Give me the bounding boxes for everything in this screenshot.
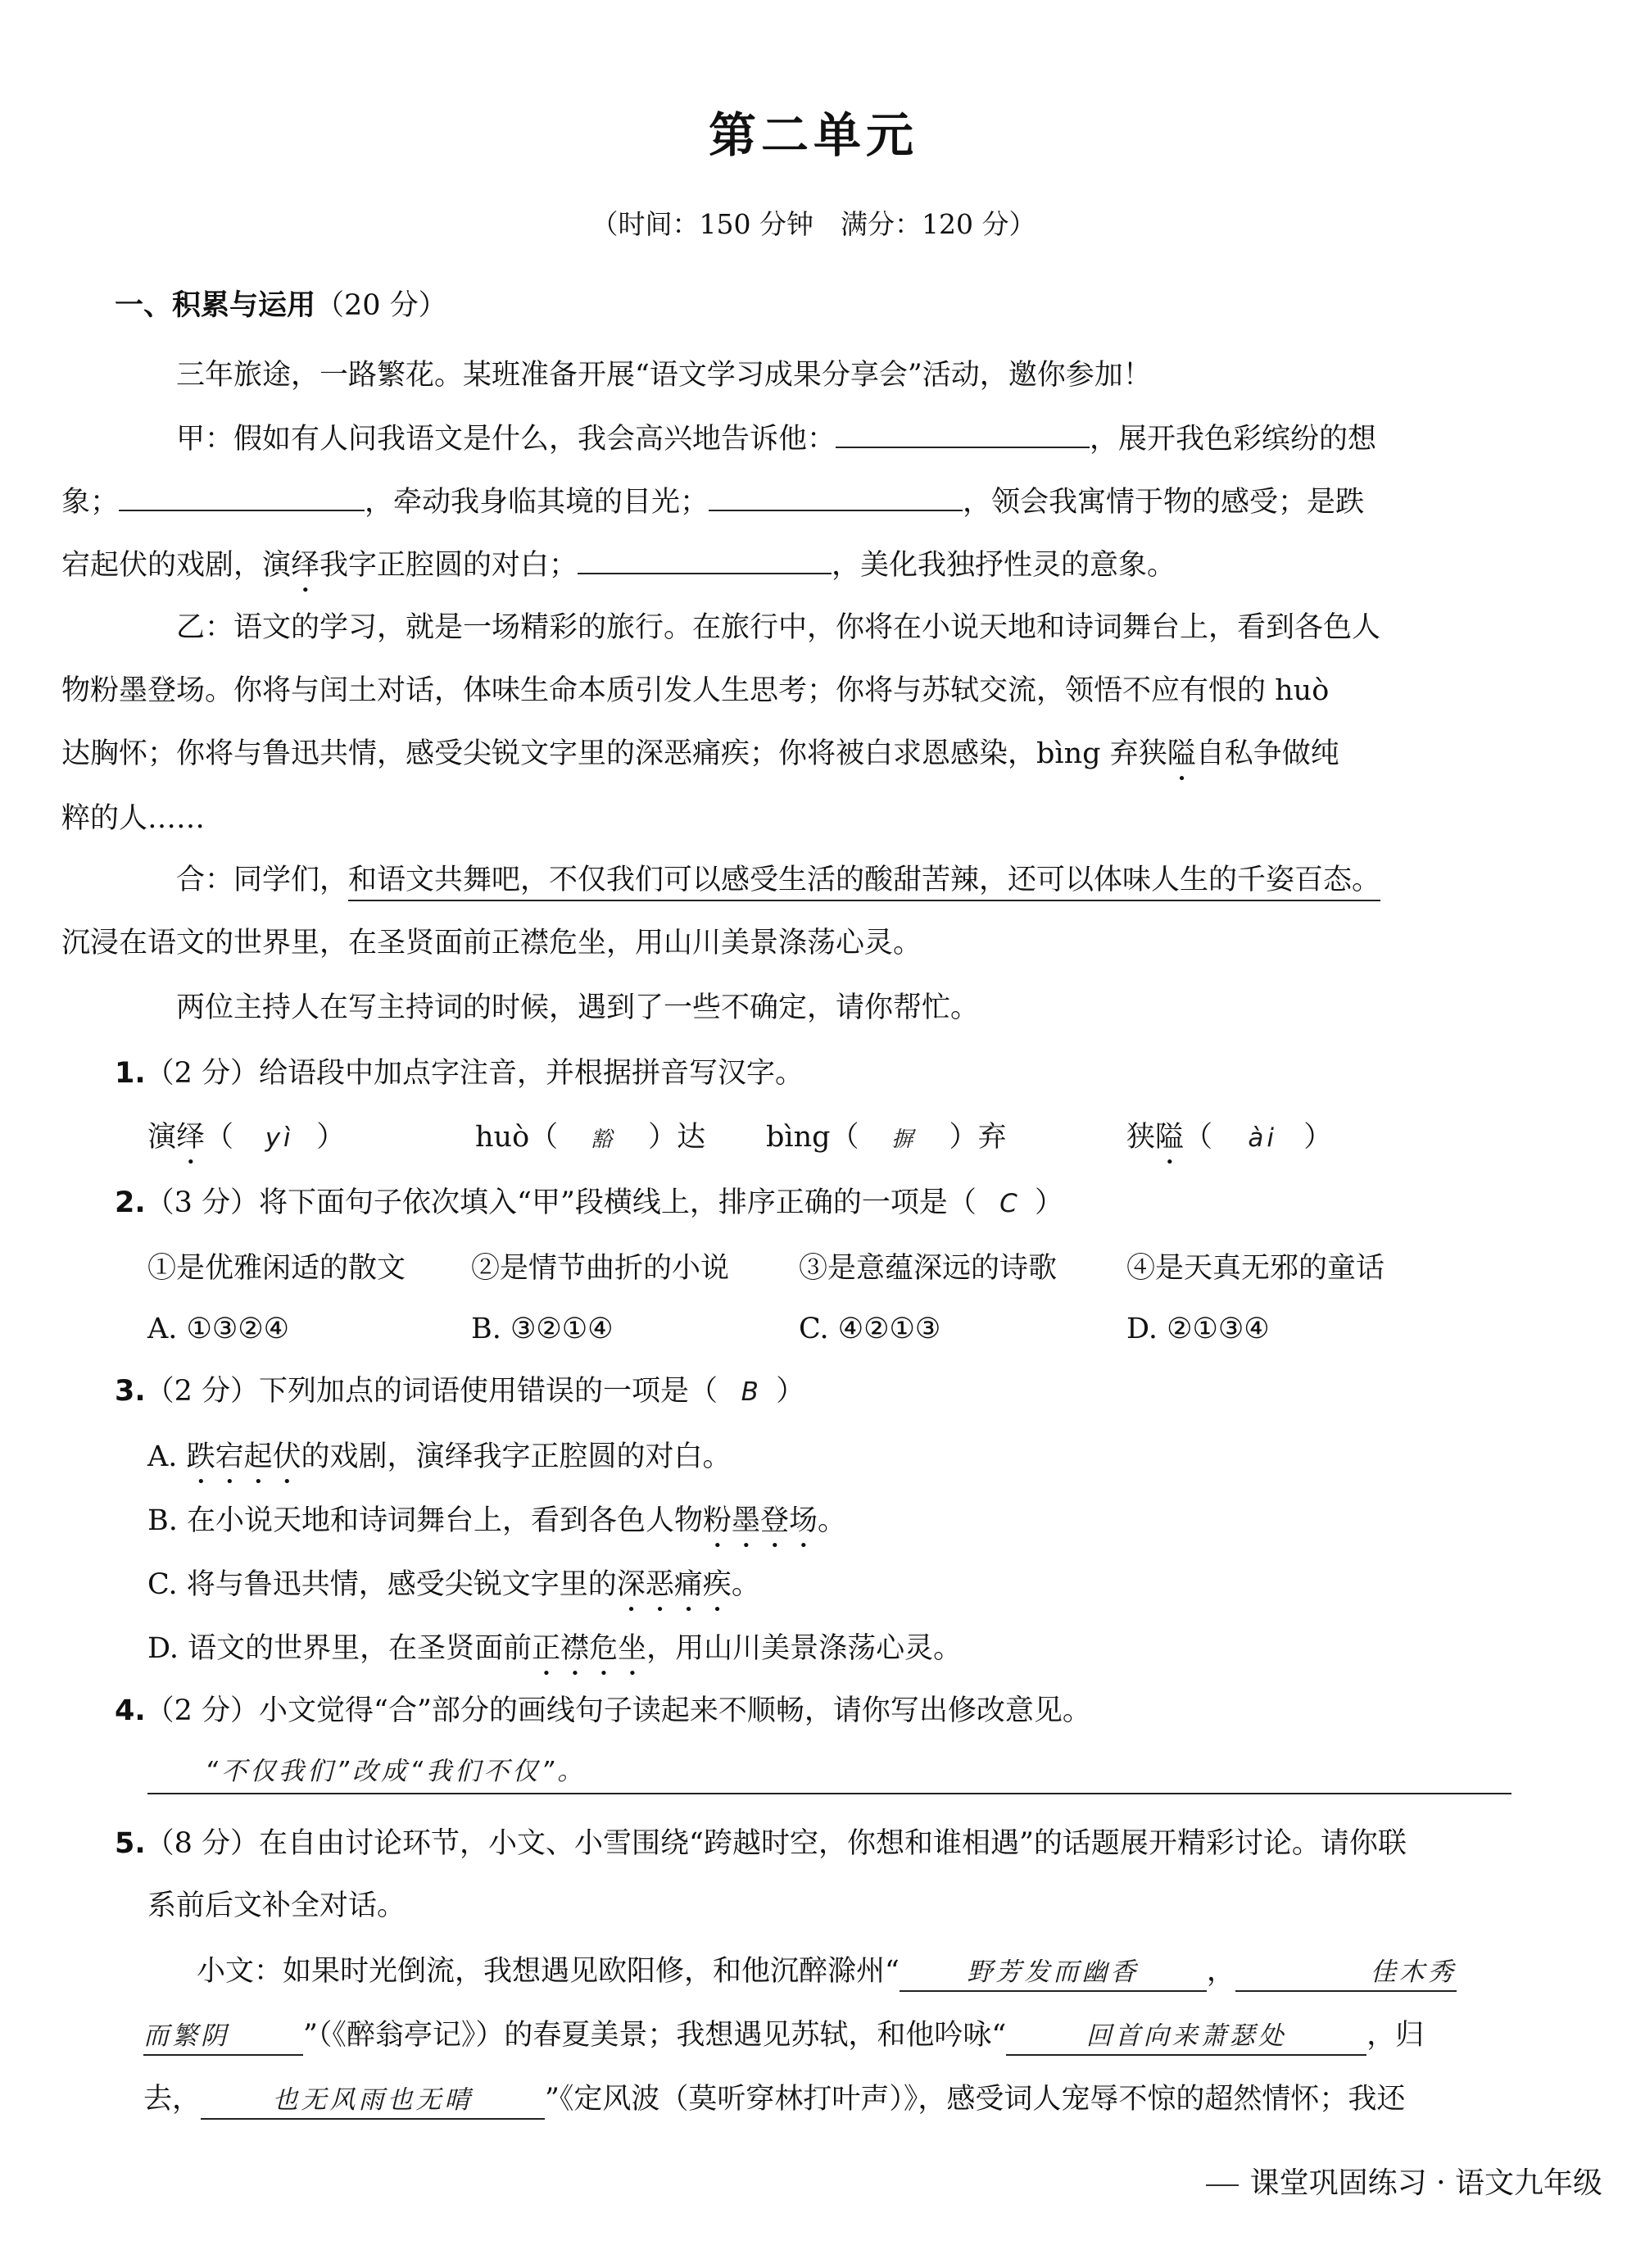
q2-sentence-2: ②是情节曲折的小说: [471, 1252, 730, 1285]
he-paragraph: 合：同学们，和语文共舞吧，不仅我们可以感受生活的酸甜苦辣，还可以体味人生的千姿百态。 沉浸在语文的世界里，在圣贤面前正襟危坐，用山川美景涤荡心灵。: [61, 864, 1381, 959]
q5-line-3: 去， 也无风雨也无晴 ”《定风波（莫听穿林打叶声）》，感受词人宠辱不惊的超然情怀；我还: [143, 2075, 1405, 2124]
help-paragraph: 两位主持人在写主持词的时候，遇到了一些不确定，请你帮忙。: [176, 991, 980, 1024]
q2-sentence-3: ③是意蕴深远的诗歌: [799, 1252, 1058, 1285]
q5-line-2: 而繁阴 ”（《醉翁亭记》）的春夏美景；我想遇见苏轼，和他吟咏“ 回首向来萧瑟处 ，归: [143, 2011, 1424, 2060]
q3-option-d[interactable]: D. 语文的世界里，在圣贤面前正襟危坐，用山川美景涤荡心灵。: [147, 1632, 963, 1665]
jia-blank-4[interactable]: [578, 548, 832, 574]
q1-answer-4[interactable]: ài: [1248, 1123, 1277, 1153]
q3-answer[interactable]: B: [741, 1377, 762, 1407]
q5-answer-2b[interactable]: 而繁阴: [143, 2018, 303, 2056]
q1-item-2: huò（ 豁 ）达: [475, 1113, 705, 1164]
q5-answer-1[interactable]: 野芳发而幽香: [900, 1954, 1207, 1992]
q4-answer-line: [147, 1793, 1511, 1794]
q1-answer-2[interactable]: 豁: [591, 1127, 616, 1152]
intro-paragraph: 三年旅途，一路繁花。某班准备开展“语文学习成果分享会”活动，邀你参加！: [176, 359, 1152, 392]
q3-option-c[interactable]: C. 将与鲁迅共情，感受尖锐文字里的深恶痛疾。: [147, 1568, 760, 1601]
q5-line-1: 小文：如果时光倒流，我想遇见欧阳修，和他沉醉滁州“ 野芳发而幽香 ， 佳木秀: [197, 1947, 1457, 1996]
question-5-cont: 系前后文补全对话。: [147, 1889, 406, 1922]
q2-sentence-4: ④是天真无邪的童话: [1126, 1252, 1385, 1285]
jia-paragraph: 甲：假如有人问我语文是什么，我会高兴地告诉他： ，展开我色彩缤纷的想 象； ，牵动我身临其境的目光； ，领会我寓情于物的感受；是跌 宕起伏的戏剧，演绎我字正腔圆的对白； ，美化我独抒性灵的意象。: [61, 423, 1377, 582]
q5-answer-4[interactable]: 也无风雨也无晴: [201, 2082, 545, 2120]
underlined-sentence: 和语文共舞吧，不仅我们可以感受生活的酸甜苦辣，还可以体味人生的千姿百态。: [348, 864, 1380, 901]
q1-item-1: 演绎（ yì ）: [147, 1113, 345, 1171]
question-3: 3.（2 分）下列加点的词语使用错误的一项是（ B ）: [115, 1367, 804, 1417]
jia-blank-2[interactable]: [119, 485, 365, 511]
jia-blank-1[interactable]: [836, 422, 1090, 448]
question-5: 5.（8 分）在自由讨论环节，小文、小雪围绕“跨越时空，你想和谁相遇”的话题展开精彩讨论。请你联: [115, 1827, 1407, 1860]
footer-dash: [1206, 2184, 1239, 2186]
page-footer: 课堂巩固练习 · 语文九年级: [1206, 2160, 1602, 2202]
q2-option-d[interactable]: D. ②①③④: [1126, 1313, 1270, 1345]
section-heading: 一、积累与运用（20 分）: [115, 289, 447, 322]
question-1: 1.（2 分）给语段中加点字注音，并根据拼音写汉字。: [115, 1057, 804, 1090]
q5-answer-2a[interactable]: 佳木秀: [1235, 1954, 1457, 1992]
q2-option-b[interactable]: B. ③②①④: [471, 1313, 614, 1345]
q1-item-3: bìng（ 摒 ）弃: [766, 1113, 1007, 1164]
q5-answer-3[interactable]: 回首向来萧瑟处: [1006, 2018, 1366, 2056]
jia-blank-3[interactable]: [709, 485, 963, 511]
q1-answer-3[interactable]: 摒: [891, 1127, 917, 1152]
q3-option-a[interactable]: A. 跌宕起伏的戏剧，演绎我字正腔圆的对白。: [147, 1440, 732, 1473]
exam-info: （时间：150 分钟 满分：120 分）: [591, 208, 1036, 240]
q2-sentence-1: ①是优雅闲适的散文: [147, 1252, 406, 1285]
q1-answer-1[interactable]: yì: [265, 1123, 294, 1153]
question-4: 4.（2 分）小文觉得“合”部分的画线句子读起来不顺畅，请你写出修改意见。: [115, 1694, 1091, 1727]
question-2: 2.（3 分）将下面句子依次填入“甲”段横线上，排序正确的一项是（ C ）: [115, 1178, 1063, 1228]
q2-option-a[interactable]: A. ①③②④: [147, 1313, 290, 1345]
q2-option-c[interactable]: C. ④②①③: [799, 1313, 941, 1345]
q3-option-b[interactable]: B. 在小说天地和诗词舞台上，看到各色人物粉墨登场。: [147, 1504, 847, 1537]
yi-paragraph: 乙：语文的学习，就是一场精彩的旅行。在旅行中，你将在小说天地和诗词舞台上，看到各色人 物粉墨登场。你将与闰土对话，体味生命本质引发人生思考；你将与苏轼交流，领悟不应有恨的 huò 达胸怀；你将与鲁迅共情，感受尖锐文字里的深恶痛疾；你将被白求恩感染，bìng 弃狭隘自私争做纯 粹的人……: [61, 611, 1381, 835]
q1-item-4: 狭隘（ ài ）: [1126, 1113, 1332, 1171]
q4-answer[interactable]: “不仅我们”改成“我们不仅”。: [205, 1757, 587, 1786]
page-title: 第二单元: [708, 107, 918, 163]
q2-answer[interactable]: C: [999, 1189, 1021, 1218]
